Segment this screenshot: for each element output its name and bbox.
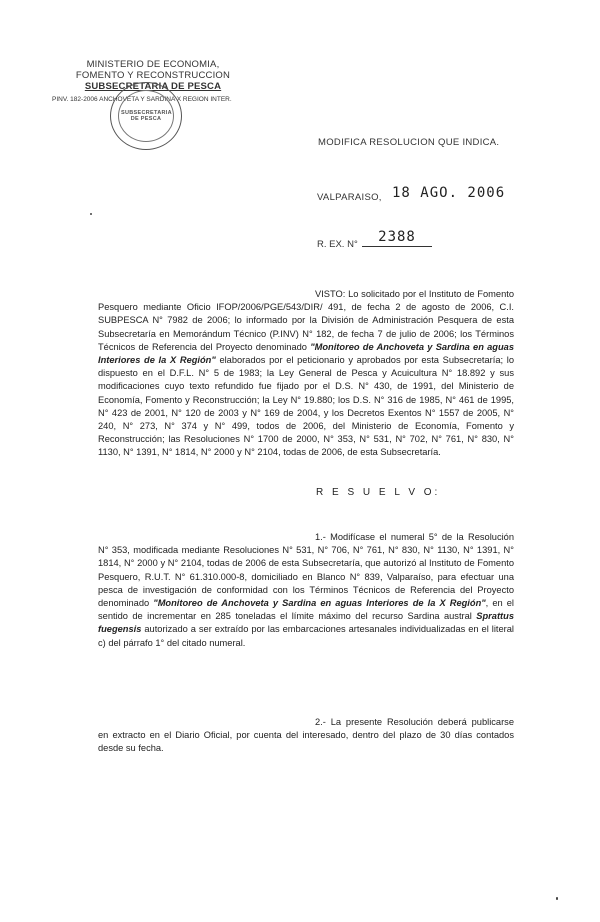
resuelvo-heading: R E S U E L V O:: [316, 487, 441, 498]
handwritten-date: 18 AGO. 2006: [392, 185, 506, 201]
document-title: MODIFICA RESOLUCION QUE INDICA.: [318, 137, 500, 148]
reference-line: PINV. 182-2006 ANCHOVETA Y SARDINA X REGION INTER.: [52, 96, 232, 103]
resolution-number: 2388: [362, 229, 432, 247]
ministry-line-2: FOMENTO Y RECONSTRUCCION: [75, 70, 231, 81]
resolution-paragraph-2: 2.- La presente Resolución deberá publicarse en extracto en el Diario Oficial, por cuenta del interesado, dentro del plazo de 30 días contados desde su fecha.: [98, 717, 514, 754]
official-stamp: [110, 82, 182, 150]
visto-paragraph: [98, 288, 514, 460]
subsecretaria-line: SUBSECRETARIA DE PESCA: [84, 81, 222, 92]
margin-mark: [90, 213, 92, 215]
corner-mark: [556, 897, 558, 900]
visto-project-name: "Monitoreo de Anchoveta y Sardina en aguas Interiores de la X Región": [98, 341, 515, 366]
p1-species-name: Sprattus fuegensis: [98, 611, 514, 635]
visto-text: VISTO: Lo solicitado por el Instituto de Fomento Pesquero mediante Oficio IFOP/2006/PGE/543/DIR/ 491, de fecha 2 de agosto de 2006, C.I. SUBPESCA N° 7982 de 2006; lo informado por la División de Administración Pesquera de esta Subsecretaría en Memorándum Técnico (P.INV) N° 182, de fecha 7 de julio de 2006; los Términos Técnicos de Referencia del Proyecto denominado: [98, 289, 514, 352]
p1-text-mid: , en el sentido de incrementar en 285 toneladas el límite máximo del recurso Sardina austral: [98, 598, 515, 622]
stamp-text: SUBSECRETARIA DE PESCA: [121, 110, 172, 122]
p1-text-end: autorizado a ser extraído por las embarcaciones artesanales individualizadas en el literal c) del párrafo 1° del citado numeral.: [98, 624, 514, 648]
resolution-paragraph-1: [98, 531, 514, 650]
p1-text-start: 1.- Modifícase el numeral 5° de la Resolución N° 353, modificada mediante Resoluciones N° 531, N° 706, N° 761, N° 830, N° 1130, N° 1391, N° 1814, N° 2000 y N° 2104, todas de 2006 de esta Subsecretaría, que autorizó al Instituto de Fomento Pesquero, R.U.T. N° 61.310.000-8, domiciliado en Blanco N° 839, Valparaíso, para efectuar una pesca de investigación de conformidad con los Términos Técnicos de Referencia del Proyecto denominado: [98, 532, 514, 609]
city-label: VALPARAISO,: [317, 192, 382, 203]
visto-text-rest: elaborados por el peticionario y aprobados por esta Subsecretaría; lo dispuesto en el D.F.L. N° 5 de 1983; la Ley General de Pesca y Acuicultura N° 18.892 y sus modificaciones cuyo texto refundido fue fijado por el D.S. N° 430, de 1991, del Ministerio de Economía, Fomento y Reconstrucción; la Ley N° 19.880; los D.S. N° 316 de 1985, N° 461 de 1995, N° 423 de 2001, N° 120 de 2003 y N° 169 de 2004, y los Decretos Exentos N° 1557 de 2005, N° 240, N° 273, N° 374 y N° 499, todos de 2006, del Ministerio de Economía, Fomento y Reconstrucción; las Resoluciones N° 1700 de 2000, N° 353, N° 531, N° 702, N° 761, N° 830, N° 1130, N° 1391, N° 1814, N° 2000 y N° 2104, todas de 2006, de esta Subsecretaría.: [98, 355, 514, 458]
p1-project-name: "Monitoreo de Anchoveta y Sardina en aguas Interiores de la X Región": [153, 598, 486, 609]
ministry-line-1: MINISTERIO DE ECONOMIA,: [86, 59, 220, 70]
resolution-label: R. EX. N°: [317, 239, 358, 250]
